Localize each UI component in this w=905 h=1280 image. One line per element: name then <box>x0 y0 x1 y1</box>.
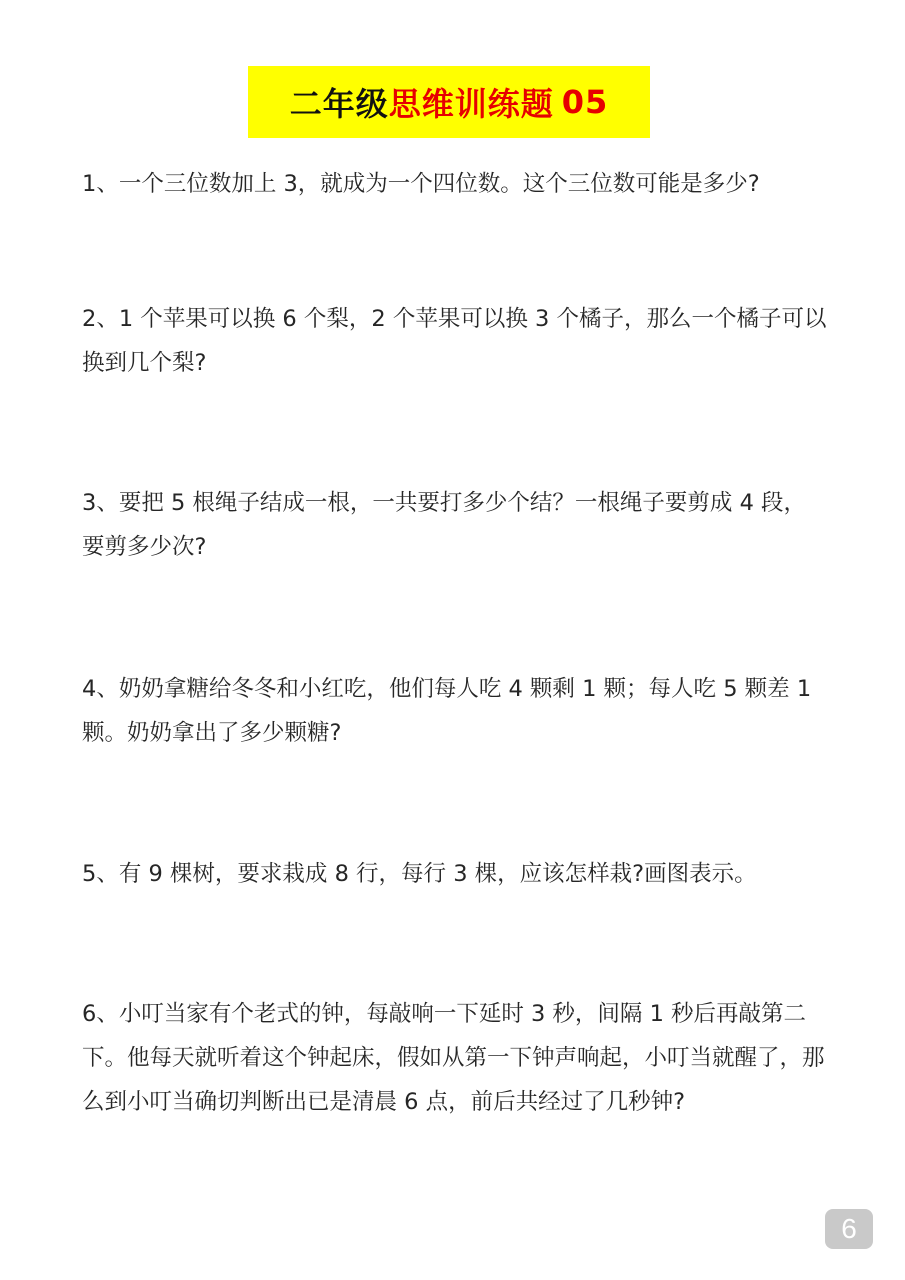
question-5: 5、有 9 棵树，要求栽成 8 行，每行 3 棵，应该怎样栽?画图表示。 <box>82 861 757 887</box>
question-4: 4、奶奶拿糖给冬冬和小红吃，他们每人吃 4 颗剩 1 颗；每人吃 5 颗差 1 颗。奶奶拿出了多少颗糖? <box>82 676 812 746</box>
title-number: 05 <box>561 83 609 121</box>
question-6: 6、小叮当家有个老式的钟，每敲响一下延时 3 秒，间隔 1 秒后再敲第二下。他每天就听着这个钟起床，假如从第一下钟声响起，小叮当就醒了，那么到小叮当确切判断出已是清晨 6 点，前后共经过了几秒钟? <box>82 1001 825 1115</box>
page-number-badge: 6 <box>825 1209 873 1249</box>
worksheet-title <box>248 66 650 138</box>
title-subject: 思维训练题 <box>388 85 554 123</box>
title-grade: 二年级 <box>289 85 389 123</box>
question-3: 3、要把 5 根绳子结成一根，一共要打多少个结？一根绳子要剪成 4 段，要剪多少次? <box>82 490 807 560</box>
question-1: 1、一个三位数加上 3，就成为一个四位数。这个三位数可能是多少? <box>82 171 760 197</box>
question-2: 2、1 个苹果可以换 6 个梨，2 个苹果可以换 3 个橘子，那么一个橘子可以换到几个梨? <box>82 306 827 376</box>
